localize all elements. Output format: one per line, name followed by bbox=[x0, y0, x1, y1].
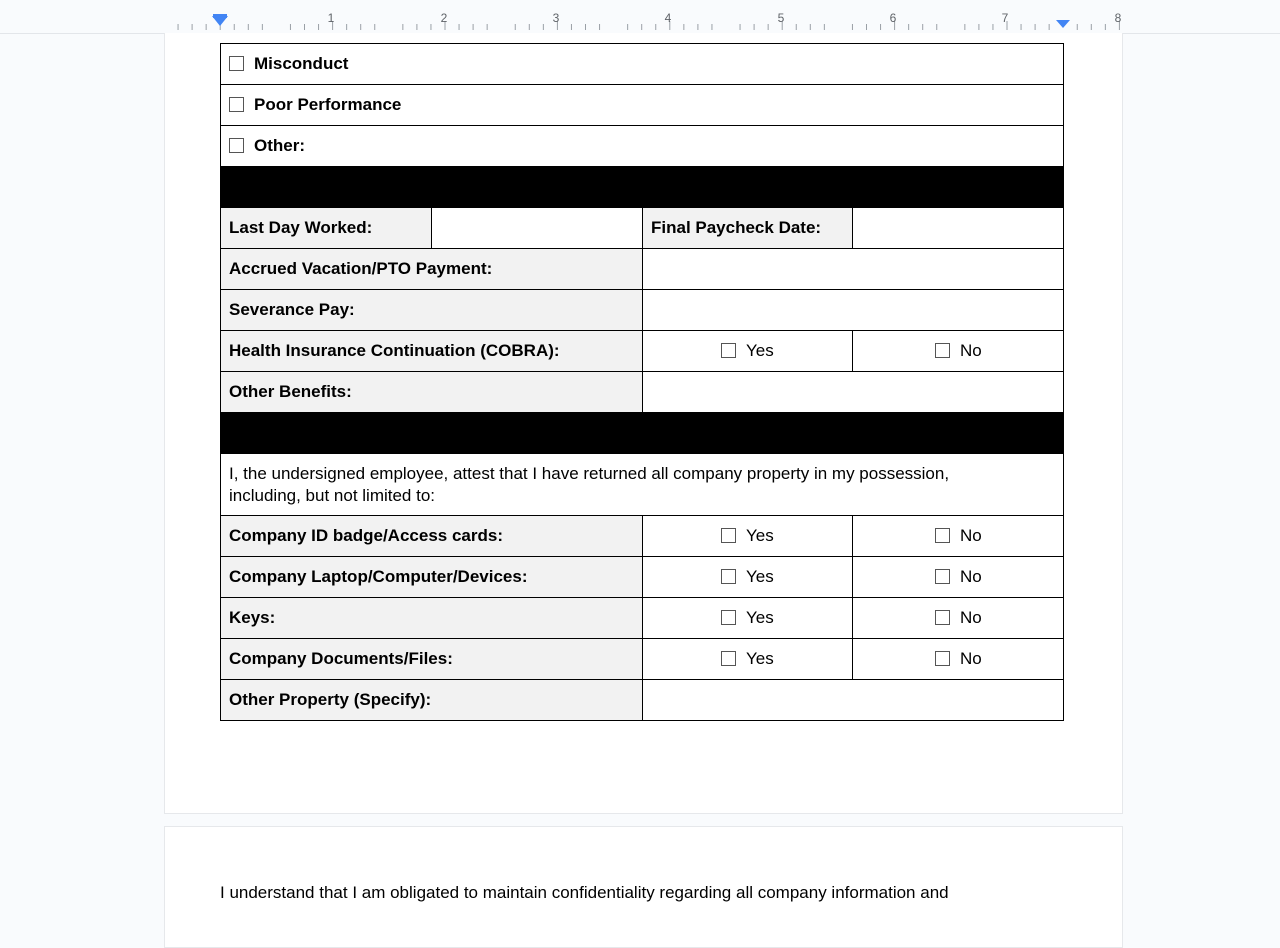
accrued-label: Accrued Vacation/PTO Payment: bbox=[221, 249, 643, 290]
checkbox[interactable] bbox=[935, 569, 950, 584]
last-day-label: Last Day Worked: bbox=[221, 208, 432, 249]
final-paycheck-input[interactable] bbox=[853, 208, 1064, 249]
ruler-ticks bbox=[0, 0, 1280, 33]
yes-label: Yes bbox=[746, 341, 774, 360]
final-paycheck-label: Final Paycheck Date: bbox=[643, 208, 853, 249]
property-item-label: Company Documents/Files: bbox=[221, 639, 643, 680]
ruler-number: 1 bbox=[327, 11, 335, 25]
attest-line: including, but not limited to: bbox=[229, 485, 436, 505]
section-header-row bbox=[221, 413, 1064, 454]
no-label: No bbox=[960, 526, 982, 545]
property-header: PROPERTY AND CONFIDENTIAL INFORMATION: bbox=[221, 413, 1064, 454]
attest-line: I, the undersigned employee, attest that I have returned all company property in my possession, bbox=[229, 463, 950, 483]
no-label: No bbox=[960, 608, 982, 627]
property-no-cell[interactable] bbox=[853, 598, 1064, 639]
table-row bbox=[221, 249, 1064, 290]
table-row bbox=[221, 372, 1064, 413]
property-yes-cell[interactable] bbox=[643, 557, 853, 598]
property-no-cell[interactable] bbox=[853, 639, 1064, 680]
section-header-row bbox=[221, 167, 1064, 208]
checkbox[interactable] bbox=[935, 343, 950, 358]
ruler-number: 4 bbox=[664, 11, 672, 25]
checkbox[interactable] bbox=[721, 651, 736, 666]
table-row bbox=[221, 516, 1064, 557]
no-label: No bbox=[960, 649, 982, 668]
reason-label: Misconduct bbox=[254, 54, 349, 73]
property-no-cell[interactable] bbox=[853, 516, 1064, 557]
attest-row bbox=[221, 454, 1064, 516]
table-row bbox=[221, 557, 1064, 598]
property-no-cell[interactable] bbox=[853, 557, 1064, 598]
severance-input[interactable] bbox=[643, 290, 1064, 331]
reason-label: Poor Performance bbox=[254, 95, 402, 114]
checkbox[interactable] bbox=[935, 651, 950, 666]
checkbox[interactable] bbox=[229, 138, 244, 153]
checkbox[interactable] bbox=[229, 97, 244, 112]
accrued-input[interactable] bbox=[643, 249, 1064, 290]
first-line-indent-marker bbox=[213, 14, 227, 18]
table-row bbox=[221, 639, 1064, 680]
reason-cell[interactable] bbox=[221, 44, 1064, 85]
checkbox[interactable] bbox=[229, 56, 244, 71]
reason-label: Other: bbox=[254, 136, 305, 155]
ruler-number: 3 bbox=[552, 11, 560, 25]
no-label: No bbox=[960, 341, 982, 360]
table-row bbox=[221, 290, 1064, 331]
yes-label: Yes bbox=[746, 526, 774, 545]
termination-form-table bbox=[220, 43, 1064, 721]
final-pay-header: FINAL PAY AND BENEFITS: bbox=[221, 167, 1064, 208]
right-indent-marker bbox=[1056, 20, 1070, 28]
property-yes-cell[interactable] bbox=[643, 516, 853, 557]
reason-cell[interactable] bbox=[221, 126, 1064, 167]
cobra-yes-cell[interactable] bbox=[643, 331, 853, 372]
yes-label: Yes bbox=[746, 649, 774, 668]
ruler-number: 5 bbox=[777, 11, 785, 25]
other-property-label: Other Property (Specify): bbox=[221, 680, 643, 721]
table-row bbox=[221, 331, 1064, 372]
property-item-label: Company Laptop/Computer/Devices: bbox=[221, 557, 643, 598]
reason-row bbox=[221, 85, 1064, 126]
table-row bbox=[221, 680, 1064, 721]
no-label: No bbox=[960, 567, 982, 586]
other-property-input[interactable] bbox=[643, 680, 1064, 721]
cobra-no-cell[interactable] bbox=[853, 331, 1064, 372]
checkbox[interactable] bbox=[721, 528, 736, 543]
horizontal-ruler[interactable] bbox=[0, 0, 1280, 34]
ruler-number: 7 bbox=[1001, 11, 1009, 25]
cobra-label: Health Insurance Continuation (COBRA): bbox=[221, 331, 643, 372]
table-row bbox=[221, 208, 1064, 249]
property-yes-cell[interactable] bbox=[643, 598, 853, 639]
table-row bbox=[221, 598, 1064, 639]
checkbox[interactable] bbox=[721, 343, 736, 358]
other-benefits-input[interactable] bbox=[643, 372, 1064, 413]
last-day-input[interactable] bbox=[432, 208, 643, 249]
checkbox[interactable] bbox=[935, 528, 950, 543]
other-benefits-label: Other Benefits: bbox=[221, 372, 643, 413]
checkbox[interactable] bbox=[721, 610, 736, 625]
ruler-number: 2 bbox=[440, 11, 448, 25]
checkbox[interactable] bbox=[721, 569, 736, 584]
reason-cell[interactable] bbox=[221, 85, 1064, 126]
ruler-number: 6 bbox=[889, 11, 897, 25]
checkbox[interactable] bbox=[935, 610, 950, 625]
yes-label: Yes bbox=[746, 608, 774, 627]
property-item-label: Company ID badge/Access cards: bbox=[221, 516, 643, 557]
reason-row bbox=[221, 44, 1064, 85]
severance-label: Severance Pay: bbox=[221, 290, 643, 331]
property-yes-cell[interactable] bbox=[643, 639, 853, 680]
ruler-number: 8 bbox=[1114, 11, 1122, 25]
reason-row bbox=[221, 126, 1064, 167]
confidentiality-paragraph: I understand that I am obligated to maintain confidentiality regarding all company information and bbox=[220, 883, 949, 902]
attest-cell bbox=[221, 454, 1064, 516]
yes-label: Yes bbox=[746, 567, 774, 586]
property-item-label: Keys: bbox=[221, 598, 643, 639]
